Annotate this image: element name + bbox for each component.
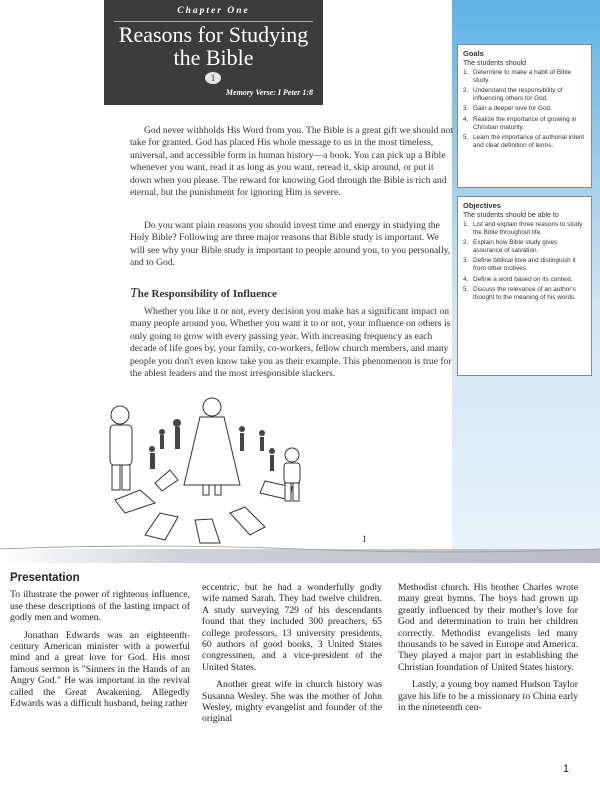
page-number-bottom: 1 bbox=[563, 763, 570, 775]
presentation-col2-p2: Another great wife in church history was Susanna Wesley. She was the mother of John Wesley, mighty evangelist and founder of the original bbox=[202, 679, 382, 725]
decorative-divider bbox=[0, 543, 600, 567]
goal-item-text: Realize the importance of growing in Christian maturity. bbox=[473, 115, 577, 131]
objective-item-text: Define a word based on its context. bbox=[473, 275, 573, 283]
presentation-col1-p2: Jonathan Edwards was an eighteenth-century American minister with a powerful mind and a great love for God. His most famous sermon is "Sinners in the Hands of an Angry God." He was important in the revival called the Great Awakening. Allegedly Edwards was a difficult husband, being rather bbox=[10, 629, 190, 710]
objective-item bbox=[463, 286, 588, 301]
intro-paragraph-2 bbox=[130, 220, 454, 270]
presentation-column-3 bbox=[398, 582, 578, 719]
goal-item-text: Learn the importance of authorial intent and clear definition of terms. bbox=[473, 134, 585, 149]
presentation-col2-p1: eccentric, but he had a wonderfully godly wife named Sarah. They had twelve children. A study surveying 729 of his descendants found that they included 300 preachers, 65 college professors, 13 university presidents, 60 authors of good books, 3 United States congressmen, and a vice-president of the United States. bbox=[202, 582, 382, 673]
presentation-column-2 bbox=[202, 582, 382, 731]
objectives-list bbox=[458, 221, 591, 308]
intro-text-1: God never withholds His Word from you. The Bible is a great gift we should not take for granted. God has placed His whole message to us in the most timeless, universal, and accessible form in human history—a book. You can pick up a Bible whenever you want, read it as long as you want, reread it, skip around, or put it down when you please. The reward for knowing God through the Bible is rich and eternal, but the punishment for ignoring Him is severe. bbox=[130, 125, 454, 199]
goals-intro: The students should bbox=[463, 60, 527, 67]
section-heading bbox=[130, 286, 277, 302]
objectives-heading: Objectives bbox=[463, 201, 501, 210]
presentation-col3-p2: Lastly, a young boy named Hudson Taylor gave his life to be a missionary to China early in the nineteenth cen- bbox=[398, 679, 578, 714]
goal-item-number: 3. bbox=[463, 105, 469, 113]
goal-item-number: 2. bbox=[463, 87, 469, 95]
section-heading-initial: T bbox=[130, 286, 138, 301]
memory-verse: Memory Verse: I Peter 1:8 bbox=[225, 88, 313, 97]
goal-item-number: 1. bbox=[463, 69, 469, 76]
goal-item bbox=[463, 87, 588, 102]
influence-illustration bbox=[100, 395, 330, 545]
goals-heading: Goals bbox=[463, 49, 484, 58]
page-number-top: 1 bbox=[362, 534, 367, 544]
objective-item-number: 4. bbox=[463, 275, 469, 283]
goal-item-text: Understand the responsibility of influencing others for God. bbox=[473, 87, 563, 102]
presentation-heading: Presentation bbox=[10, 572, 80, 584]
objective-item bbox=[463, 221, 588, 236]
objective-item bbox=[463, 239, 588, 254]
chapter-title-line1: Reasons for Studying bbox=[118, 22, 309, 47]
objective-item bbox=[463, 257, 588, 272]
chapter-label: Chapter One bbox=[177, 6, 250, 16]
intro-text-2: Do you want plain reasons you should invest time and energy in studying the Holy Bible? Following are three major reasons that Bible study is important. We will see why your Bible study is important to people around you, to you personally, and to God. bbox=[130, 220, 451, 269]
section-heading-text: he Responsibility of Influence bbox=[137, 288, 277, 300]
section-paragraph bbox=[130, 306, 454, 380]
presentation-section bbox=[0, 573, 600, 788]
goal-item bbox=[463, 105, 588, 113]
objective-item-number: 2. bbox=[463, 239, 469, 247]
objective-item bbox=[463, 276, 588, 284]
goal-item-number: 4. bbox=[463, 115, 469, 123]
goal-item bbox=[463, 134, 588, 149]
intro-paragraph-1 bbox=[130, 125, 454, 199]
goal-item-text: Gain a deeper love for God. bbox=[473, 105, 552, 113]
objectives-box bbox=[457, 196, 592, 376]
goal-item-text: Determine to make a habit of Bible study. bbox=[473, 69, 572, 84]
goal-item-number: 5. bbox=[463, 134, 469, 142]
objectives-intro: The students should be able to bbox=[463, 212, 559, 219]
presentation-col1-p1: To illustrate the power of righteous influence, use these descriptions of the lasting impact of godly men and women. bbox=[10, 589, 190, 624]
objective-item-number: 1. bbox=[463, 221, 469, 228]
goals-list bbox=[458, 69, 591, 156]
objective-item-number: 5. bbox=[463, 286, 469, 294]
presentation-column-1 bbox=[10, 573, 190, 715]
objective-item-text: Explain how Bible study gives assurance of salvation. bbox=[473, 239, 558, 254]
goal-item bbox=[463, 116, 588, 131]
objective-item-number: 3. bbox=[463, 257, 469, 265]
objective-item-text: List and explain three reasons to study the Bible throughout life. bbox=[473, 221, 583, 236]
chapter-header bbox=[104, 0, 323, 105]
presentation-col3-p1: Methodist church. His brother Charles wrote many great hymns. The boys had grown up greatly influenced by their mother's love for God and determination to train her children correctly. Methodist evangelists led many thousands to be saved in Europe and America. They played a major part in establishing the Christian foundation of United States history. bbox=[398, 582, 578, 673]
section-text: Whether you like it or not, every decision you make has a significant impact on many people around you. Whether you want it to or not, your influence on others is only going to grow with every passing year. With increasing frequency as each decade of life goes by, your family, co-workers, fellow church members, and many people you don't even know take you as their example. This phenomenon is true for the ablest leaders and the most irresponsible slackers. bbox=[130, 306, 452, 380]
goal-item bbox=[463, 69, 588, 84]
goals-box bbox=[457, 44, 592, 188]
objective-item-text: Discuss the relevance of an author's thought to the meaning of his words. bbox=[473, 286, 577, 301]
header-rule bbox=[114, 21, 313, 22]
chapter-title-line2: the Bible bbox=[173, 45, 254, 70]
chapter-title bbox=[104, 23, 323, 69]
chapter-number-badge: 1 bbox=[205, 72, 221, 84]
objective-item-text: Define biblical love and distinguish it from other motives. bbox=[473, 257, 576, 272]
